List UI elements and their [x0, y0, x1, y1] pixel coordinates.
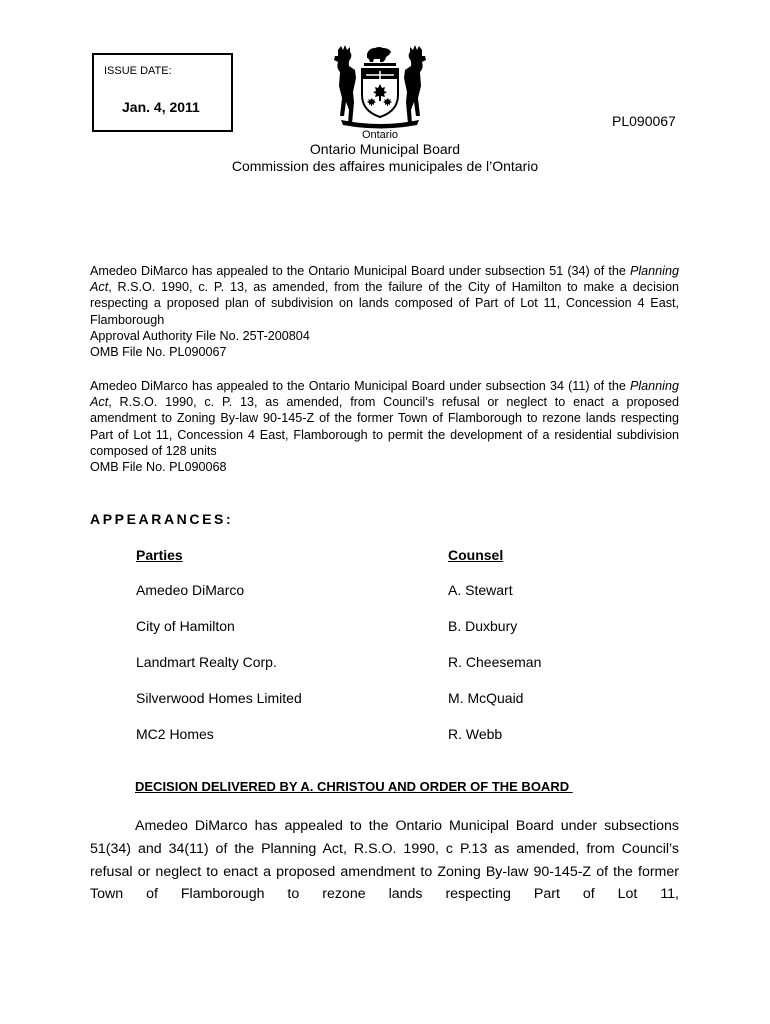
appeal-1-text-b: , R.S.O. 1990, c. P. 13, as amended, from the failure of the City of Hamilton to make a decision respecting a proposed plan of subdivision on lands composed of Part of Lot 11, Concession 4 East, Flamborough	[90, 280, 679, 327]
decision-body-text: Amedeo DiMarco has appealed to the Ontario Municipal Board under subsections 51(34) and 34(11) of the Planning Act, R.S.O. 1990, c P.13 as amended, from Council’s refusal or neglect to enact a proposed amendment to Zoning By-law 90-145-Z of the former Town of Flamborough to rezone lands respecting Part of Lot 11,	[90, 818, 679, 903]
issue-date-label: ISSUE DATE:	[104, 65, 172, 77]
party-name: Landmart Realty Corp.	[136, 654, 277, 670]
party-name: Amedeo DiMarco	[136, 582, 245, 598]
appeal-2-text-a: Amedeo DiMarco has appealed to the Ontario Municipal Board under subsection 34 (11) of the	[90, 379, 630, 393]
logo-caption: Ontario	[361, 129, 399, 140]
decision-body	[90, 815, 679, 906]
counsel-header: Counsel	[448, 547, 504, 563]
appeal-2-act-name: Planning Act	[90, 379, 679, 410]
issue-date-value: Jan. 4, 2011	[122, 99, 200, 115]
parties-header: Parties	[136, 547, 183, 563]
omb-file-1: OMB File No. PL090067	[90, 345, 227, 360]
approval-authority-file: Approval Authority File No. 25T-200804	[90, 328, 310, 343]
decision-title: DECISION DELIVERED BY A. CHRISTOU AND ORDER OF THE BOARD	[135, 779, 573, 794]
appeal-2-text-b: , R.S.O. 1990, c. P. 13, as amended, from Council’s refusal or neglect to enact a proposed amendment to Zoning By-law 90-145-Z of the former Town of Flamborough to rezone lands respecting Part of Lot 11, Concession 4 East, Flamborough to permit the development of a residential subdivision composed of 128 units	[90, 395, 679, 458]
appeal-1-text-a: Amedeo DiMarco has appealed to the Ontario Municipal Board under subsection 51 (34) of the	[90, 264, 630, 278]
party-name: MC2 Homes	[136, 726, 214, 742]
counsel-name: A. Stewart	[448, 582, 513, 598]
appeal-1-act-name: Planning Act	[90, 264, 679, 295]
board-name-english: Ontario Municipal Board	[309, 141, 461, 157]
file-reference: PL090067	[612, 113, 676, 129]
counsel-name: B. Duxbury	[448, 618, 518, 634]
board-name-french: Commission des affaires municipales de l’Ontario	[231, 158, 539, 174]
issue-date-box	[92, 53, 233, 132]
counsel-name: R. Cheeseman	[448, 654, 542, 670]
omb-file-2: OMB File No. PL090068	[90, 460, 227, 475]
party-name: City of Hamilton	[136, 618, 235, 634]
counsel-name: M. McQuaid	[448, 690, 524, 706]
appeal-paragraph-2	[90, 378, 679, 475]
appeal-paragraph-1	[90, 263, 679, 360]
appearances-heading: APPEARANCES:	[90, 511, 234, 527]
counsel-name: R. Webb	[448, 726, 503, 742]
party-name: Silverwood Homes Limited	[136, 690, 302, 706]
ontario-coat-of-arms-logo	[333, 42, 427, 140]
